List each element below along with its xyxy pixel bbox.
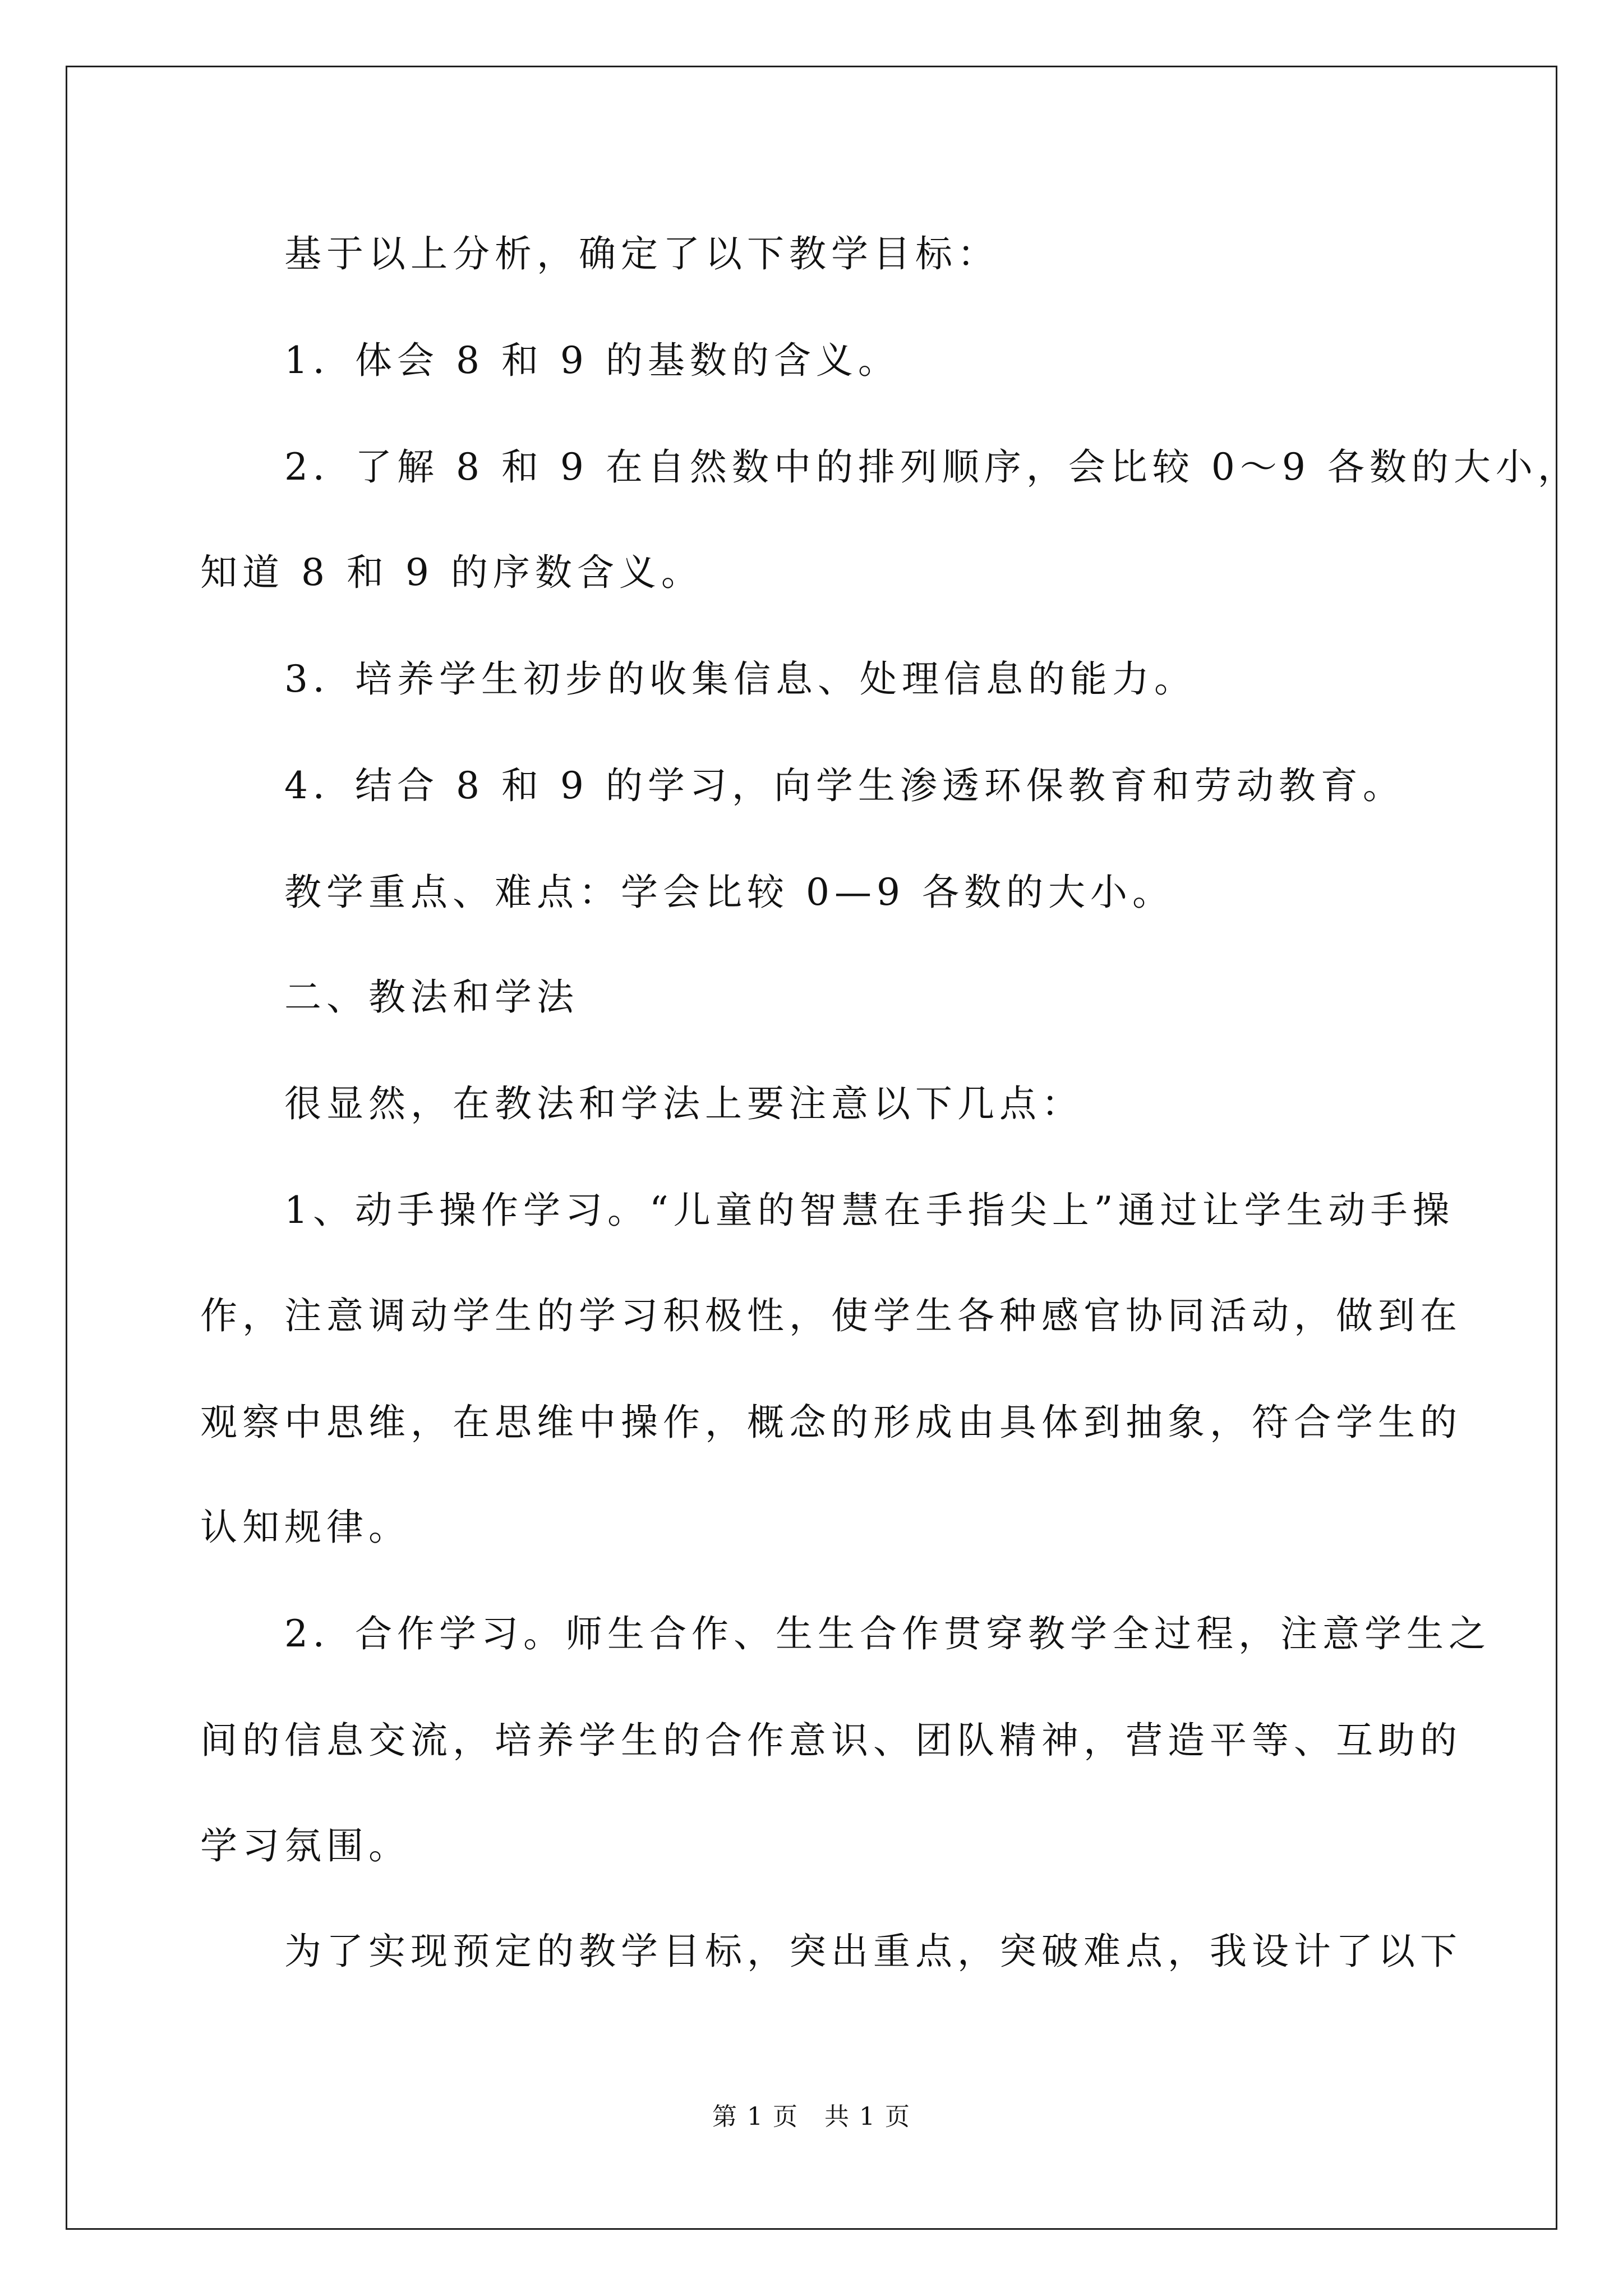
- section-heading: 二、教法和学法: [284, 976, 579, 1019]
- paragraph-line: 3．培养学生初步的收集信息、处理信息的能力。: [284, 657, 1196, 701]
- paragraph-line: 知道 8 和 9 的序数含义。: [200, 551, 703, 594]
- paragraph-line: 认知规律。: [200, 1506, 411, 1549]
- paragraph-line: 教学重点、难点：学会比较 0—9 各数的大小。: [284, 871, 1174, 914]
- paragraph-line: 观察中思维，在思维中操作，概念的形成由具体到抽象，符合学生的: [200, 1401, 1462, 1444]
- paragraph-line: 很显然，在教法和学法上要注意以下几点：: [284, 1082, 1083, 1125]
- page-number-footer: 第 1 页 共 1 页: [712, 2102, 911, 2131]
- paragraph-line: 间的信息交流，培养学生的合作意识、团队精神，营造平等、互助的: [200, 1719, 1462, 1762]
- paragraph-line: 作，注意调动学生的学习积极性，使学生各种感官协同活动，做到在: [200, 1294, 1462, 1337]
- paragraph-line: 4．结合 8 和 9 的学习，向学生渗透环保教育和劳动教育。: [284, 764, 1405, 807]
- paragraph-line: 为了实现预定的教学目标，突出重点，突破难点，我设计了以下: [284, 1930, 1462, 1973]
- paragraph-line: 2．合作学习。师生合作、生生合作贯穿教学全过程，注意学生之: [284, 1612, 1491, 1655]
- paragraph-line: 2．了解 8 和 9 在自然数中的排列顺序，会比较 0～9 各数的大小，: [284, 445, 1580, 489]
- paragraph-line: 基于以上分析，确定了以下教学目标：: [284, 232, 999, 275]
- paragraph-line: 1、动手操作学习。“儿童的智慧在手指尖上”通过让学生动手操: [284, 1189, 1455, 1232]
- paragraph-line: 1．体会 8 和 9 的基数的含义。: [284, 339, 900, 382]
- page-border: [66, 66, 1557, 2230]
- paragraph-line: 学习氛围。: [200, 1824, 411, 1867]
